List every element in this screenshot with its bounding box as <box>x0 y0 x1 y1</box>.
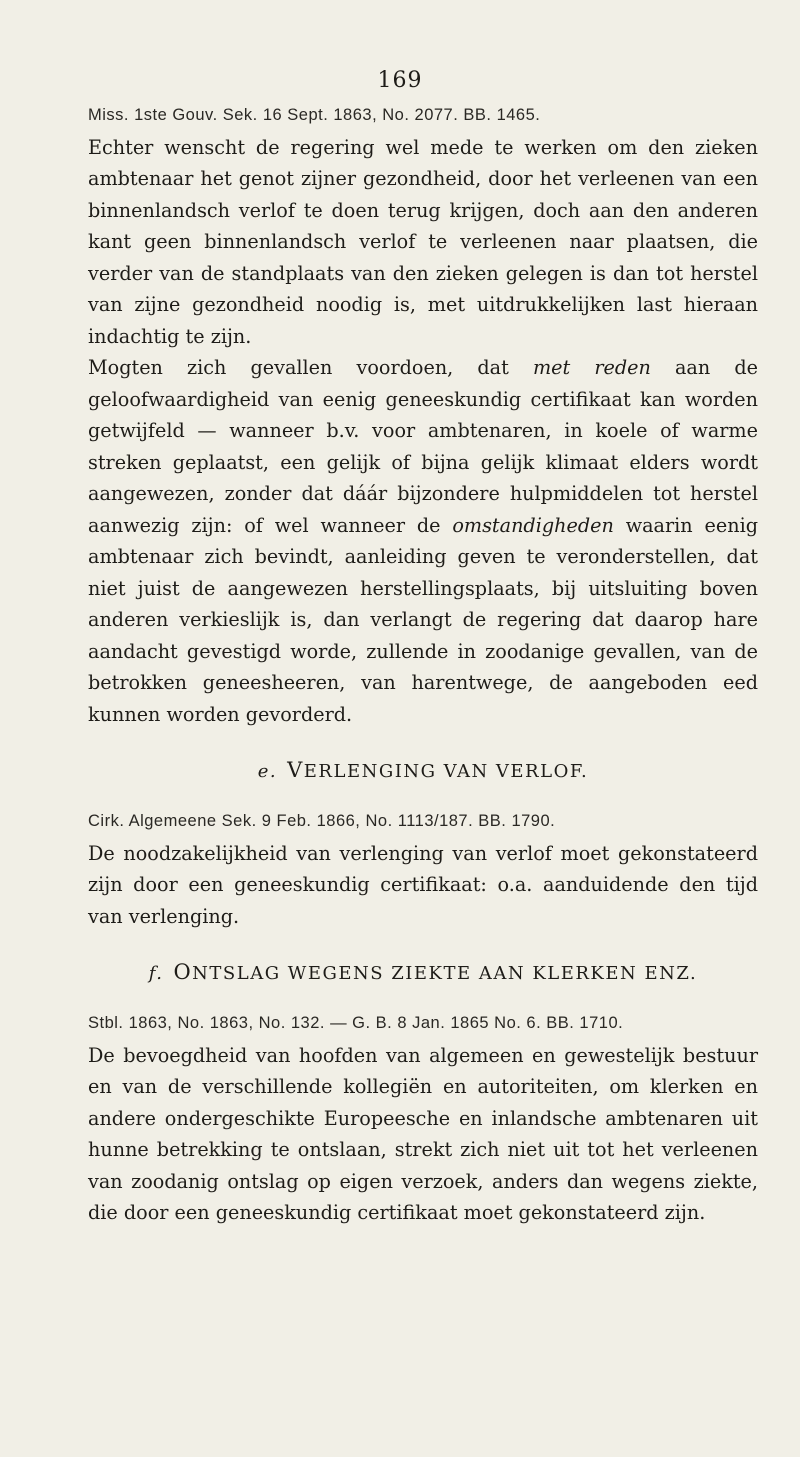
paragraph-intro-2-emphasis-2: omstandigheden <box>452 513 614 537</box>
section-heading-f-rest: NTSLAG WEGENS ZIEKTE AAN KLERKEN ENZ. <box>192 963 698 984</box>
paragraph-intro-2-text-a: Mogten zich gevallen voordoen, dat <box>88 356 533 379</box>
paragraph-intro-2-text-b: aan de geloofwaardigheid van eenig geneeskundig certifikaat kan worden getwijfeld — wanneer b.v. voor ambtenaren, in koele of warme streken geplaatst, een gelijk of bijna gelijk klimaat elders wordt aangewezen, zonder dat dáár bijzondere hulpmiddelen tot herstel aanwezig zijn: of wel wanneer de <box>88 356 758 537</box>
section-heading-e-rest: ERLENGING VAN VERLOF. <box>303 761 589 782</box>
section-letter-e: e. <box>257 761 278 782</box>
citation-f: Stbl. 1863, No. 1863, No. 132. — G. B. 8 Jan. 1865 No. 6. BB. 1710. <box>88 1014 624 1032</box>
paragraph-e: De noodzakelijkheid van verlenging van verlof moet gekonstateerd zijn door een geneeskundig certifikaat: o.a. aanduidende den tijd van verlenging. <box>88 841 758 928</box>
section-letter-f: f. <box>148 963 164 984</box>
page-number: 169 <box>377 68 423 93</box>
paragraph-intro-2 <box>88 352 758 730</box>
citation-intro: Miss. 1ste Gouv. Sek. 16 Sept. 1863, No. 2077. BB. 1465. <box>88 106 541 124</box>
section-heading-f <box>88 958 758 988</box>
section-heading-e-initial: V <box>287 758 304 782</box>
paragraph-intro-1: Echter wenscht de regering wel mede te werken om den zieken ambtenaar het genot zijner gezondheid, door het verleenen van een binnenlandsch verlof te doen terug krijgen, doch aan den anderen kant geen binnenlandsch verlof te verleenen naar plaatsen, die verder van de standplaats van den zieken gelegen is dan tot herstel van zijne gezondheid noodig is, met uitdrukkelijken last hieraan indachtig te zijn. <box>88 135 758 348</box>
paragraph-intro-2-text-c: waarin eenig ambtenaar zich bevindt, aanleiding geven te veronderstellen, dat niet juist de aangewezen herstellingsplaats, bij uitsluiting boven anderen verkieslijk is, dan verlangt de regering dat daarop hare aandacht gevestigd worde, zullende in zoodanige gevallen, van de betrokken geneesheeren, van harentwege, de aangeboden eed kunnen worden gevorderd. <box>88 513 758 726</box>
section-heading-e <box>88 756 758 786</box>
section-heading-f-initial: O <box>173 960 193 984</box>
paragraph-intro-2-emphasis-1: met reden <box>532 356 651 379</box>
paragraph-f: De bevoegdheid van hoofden van algemeen en gewestelijk bestuur en van de verschillende kollegiën en autoriteiten, om klerken en andere ondergeschikte Europeesche en inlandsche ambtenaren uit hunne betrekking te ontslaan, strekt zich niet uit tot het verleenen van zoodanig ontslag op eigen verzoek, anders dan wegens ziekte, die door een geneeskundig certifikaat moet gekonstateerd zijn. <box>88 1043 758 1224</box>
page-content <box>88 100 758 1229</box>
citation-e: Cirk. Algemeene Sek. 9 Feb. 1866, No. 1113/187. BB. 1790. <box>88 812 556 830</box>
